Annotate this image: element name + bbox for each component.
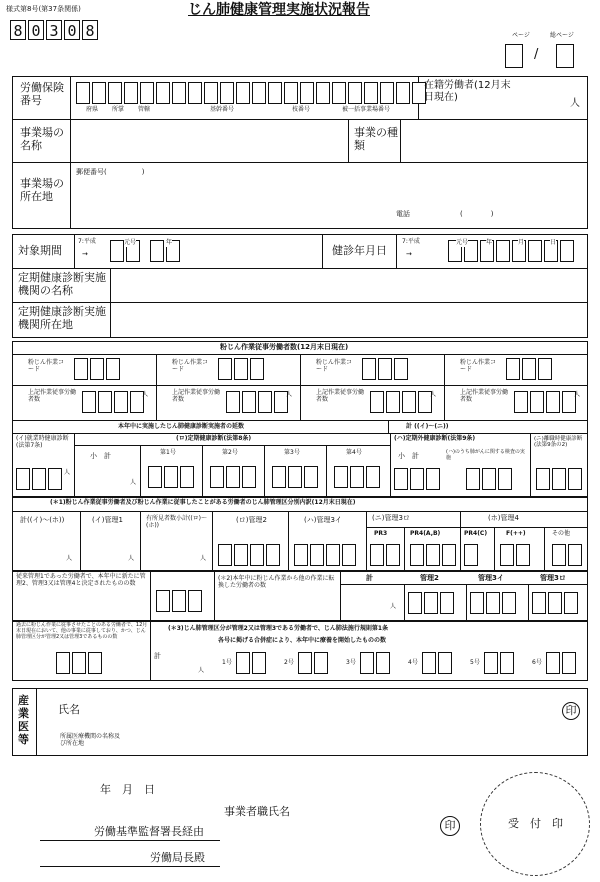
workers-label: 在籍労働者(12月末日現在)	[424, 80, 511, 103]
dust-count-label-3: 上記作業従事労働者数	[316, 389, 365, 403]
employer-seal: 印	[440, 816, 460, 836]
phone-label: 電話	[396, 210, 410, 218]
complications-total-label: 計	[154, 652, 161, 660]
converted-k3i-label: 管理3イ	[478, 574, 504, 582]
total-pages-label: 総ページ	[550, 32, 574, 39]
checkup-no2-label: 第2号	[222, 449, 238, 456]
institution-address-field[interactable]	[114, 305, 584, 335]
converted-k2-label: 管理2	[420, 574, 439, 582]
dust-count-unit-2: 人	[286, 391, 293, 398]
class-pr4c-field[interactable]	[464, 544, 478, 566]
checkup-arrow: →	[406, 250, 412, 258]
page-slash: /	[534, 47, 539, 62]
checkup-ni-label: (ニ)離職時健康診断(法第9条の2)	[534, 436, 583, 449]
class-kanri3i-field[interactable]	[294, 544, 356, 566]
checkup-no3-label: 第3号	[284, 449, 300, 456]
checkup-no2-field[interactable]	[210, 466, 256, 488]
dust-code-field-3[interactable]	[362, 358, 408, 380]
insurance-sub-jurisdiction: 所掌	[112, 106, 125, 113]
dust-count-field-2[interactable]	[226, 391, 288, 413]
checkup-ro-label: (ロ)定期健康診断(法第8条)	[176, 435, 252, 442]
checkup-ha-subtotal: 小 計	[398, 452, 419, 460]
form-number: 様式第8号(第37条関係)	[6, 5, 81, 13]
class-total-unit: 人	[66, 555, 73, 562]
past-workers-field[interactable]	[56, 652, 102, 674]
page-field[interactable]	[505, 44, 523, 68]
class-pr4ab-field[interactable]	[410, 544, 456, 566]
dust-code-label-1: 粉じん作業コード	[28, 359, 65, 373]
checkup-no1-field[interactable]	[148, 466, 194, 488]
complication-5-field[interactable]	[484, 652, 514, 674]
new-classification-field[interactable]	[156, 590, 202, 612]
class-other-field[interactable]	[552, 544, 582, 566]
doctor-institution-label: 所属医療機関の名称及び所在地	[60, 733, 121, 747]
class-fpp-field[interactable]	[500, 544, 530, 566]
doctor-institution-field[interactable]	[124, 730, 580, 752]
checkup-no4-label: 第4号	[346, 449, 362, 456]
checkup-total-label: 計 ((イ)～(ニ))	[406, 423, 449, 430]
dust-code-field-1[interactable]	[74, 358, 120, 380]
complication-6-field[interactable]	[546, 652, 576, 674]
dust-count-unit-3: 人	[430, 391, 437, 398]
institution-name-field[interactable]	[114, 271, 584, 299]
form-title: じん肺健康管理実施状況報告	[188, 2, 370, 18]
dust-count-label-4: 上記作業従事労働者数	[460, 389, 509, 403]
period-arrow: →	[82, 250, 88, 258]
checkup-i-label: (イ)就業時健康診断(法第7条)	[16, 435, 69, 449]
checkup-count-title: 本年中に実施したじん肺健康診断実施者の延数	[118, 423, 245, 430]
converted-k2-field[interactable]	[408, 592, 454, 614]
checkup-ha-cancer-field[interactable]	[466, 468, 512, 490]
dust-count-field-1[interactable]	[82, 391, 144, 413]
doctor-seal: 印	[562, 702, 580, 720]
report-date[interactable]: 年 月 日	[100, 783, 155, 796]
workplace-type-field[interactable]	[404, 122, 584, 160]
period-era: 7:平成	[78, 238, 96, 245]
doctor-name-field[interactable]	[110, 698, 550, 718]
insurance-sub-office: 管轄	[138, 106, 151, 113]
checkup-date-label: 健診年月日	[332, 244, 387, 257]
complication-4-field[interactable]	[422, 652, 452, 674]
class-total-label: 計((イ)～(ホ))	[20, 516, 65, 524]
complications-title-1: (＊3)じん肺管理区分が管理2又は管理3である労働者で、じん肺法施行規則第1条	[168, 625, 389, 632]
class-kanri2-field[interactable]	[218, 544, 280, 566]
converted-k3i-field[interactable]	[470, 592, 516, 614]
checkup-era: 7:平成	[402, 238, 420, 245]
dust-code-field-2[interactable]	[218, 358, 264, 380]
code-digit: 0	[28, 20, 44, 40]
postal-code-field[interactable]: 郵便番号( )	[76, 168, 145, 176]
era-label: 元号	[124, 239, 137, 246]
dust-workers-title: 粉じん作業従事労働者数(12月末日現在)	[220, 343, 349, 351]
complications-total-unit: 人	[198, 667, 205, 674]
class-fpp-label: F(++)	[506, 530, 526, 537]
code-digit: 8	[82, 20, 98, 40]
checkup-year-label: 年	[486, 239, 493, 246]
checkup-no1-label: 第1号	[160, 449, 176, 456]
insurance-number-label: 労働保険番号	[20, 81, 64, 107]
class-findings-unit: 人	[200, 555, 207, 562]
workers-unit: 人	[570, 98, 580, 109]
insurance-sub-base-number: 基幹番号	[210, 106, 235, 113]
class-pr3-label: PR3	[374, 530, 388, 537]
class-pr4c-label: PR4(C)	[464, 530, 488, 537]
class-other-label: その他	[552, 530, 571, 537]
complication-1-field[interactable]	[236, 652, 266, 674]
total-pages-field[interactable]	[556, 44, 574, 68]
insurance-number-field[interactable]	[76, 82, 426, 104]
checkup-ro-subtotal-unit: 人	[130, 479, 137, 486]
dust-code-field-4[interactable]	[506, 358, 552, 380]
workplace-type-label: 事業の種類	[354, 126, 398, 152]
converted-workers-label: (＊2)本年中に粉じん作業から他の作業に転換した労働者の数	[218, 575, 335, 589]
converted-total-label: 計	[366, 574, 373, 582]
complications-title-2: 各号に掲げる合併症により、本年中に療養を開始したものの数	[218, 637, 387, 644]
new-classification-label: 従来管理1であった労働者で、本年中に新たに管理2、管理3又は管理4と決定されたものの数	[16, 573, 146, 587]
class-kanri2-label: (ロ)管理2	[236, 516, 267, 524]
converted-total-unit: 人	[390, 603, 397, 610]
industrial-doctor-label: 産業医等	[18, 694, 29, 746]
phone-field[interactable]: ( )	[460, 210, 494, 218]
page-label: ページ	[512, 32, 530, 39]
dust-count-unit-1: 人	[142, 391, 149, 398]
insurance-sub-branch: 枝番号	[292, 106, 311, 113]
period-value-field[interactable]	[150, 240, 180, 262]
workplace-name-field[interactable]	[74, 122, 344, 160]
checkup-no3-field[interactable]	[272, 466, 318, 488]
class-kanri1-unit: 人	[128, 555, 135, 562]
code-digit: 0	[64, 20, 80, 40]
converted-k3ro-label: 管理3ロ	[540, 574, 566, 582]
insurance-sub-bulk: 被一括事業場番号	[342, 106, 391, 113]
dust-count-field-3[interactable]	[370, 391, 432, 413]
past-workers-label: 過去に粉じん作業に従事させたことのある労働者で、12月末日現在において、他の事業に従事しており、かつ、じん肺管理区分が管理2又は管理3であるものの数	[16, 622, 148, 640]
class-findings-label: 有所見者数小計((ロ)～(ホ))	[146, 515, 208, 529]
checkup-ni-field[interactable]	[536, 468, 582, 490]
complication-3-label: 3号	[346, 659, 356, 666]
institution-name-label: 定期健康診断実施機関の名称	[18, 271, 106, 297]
checkup-ro-subtotal: 小 計	[90, 452, 111, 460]
checkup-day-label: 日	[550, 239, 557, 246]
checkup-era-label: 元号	[456, 239, 469, 246]
complication-6-label: 6号	[532, 659, 542, 666]
complication-2-field[interactable]	[298, 652, 328, 674]
checkup-ha-field[interactable]	[394, 468, 440, 490]
class-pr3-field[interactable]	[370, 544, 400, 566]
checkup-ha-cancer-label: (ハ)のうち肺がんに関する検査の実施	[446, 449, 525, 461]
workplace-name-label: 事業場の名称	[20, 126, 64, 152]
classification-title: (＊1)粉じん作業従事労働者及び粉じん作業に従事したことがある労働者のじん肺管理区分別内訳(12月末日現在)	[50, 499, 356, 506]
dust-count-label-1: 上記作業従事労働者数	[28, 389, 77, 403]
employer-name-label: 事業者職氏名	[224, 805, 290, 818]
bureau-chief-label: 労働局長殿	[150, 851, 205, 864]
complication-1-label: 1号	[222, 659, 232, 666]
checkup-ha-label: (ハ)定期外健康診断(法第9条)	[394, 435, 476, 442]
class-kanri3i-label: (ハ)管理3イ	[304, 516, 342, 524]
dust-count-unit-4: 人	[574, 391, 581, 398]
dust-count-label-2: 上記作業従事労働者数	[172, 389, 221, 403]
class-kanri3ro-label: (ニ)管理3ロ	[372, 514, 410, 522]
code-digit: 8	[10, 20, 26, 40]
checkup-no4-field[interactable]	[334, 466, 380, 488]
target-period-label: 対象期間	[18, 244, 62, 257]
complication-4-label: 4号	[408, 659, 418, 666]
institution-address-label: 定期健康診断実施機関所在地	[18, 305, 106, 331]
class-kanri4-label: (ホ)管理4	[488, 514, 519, 522]
converted-k3ro-field[interactable]	[532, 592, 578, 614]
doctor-name-label: 氏名	[58, 703, 80, 716]
checkup-month-label: 月	[518, 239, 525, 246]
year-label: 年	[166, 239, 173, 246]
dust-count-field-4[interactable]	[514, 391, 576, 413]
checkup-i-field[interactable]	[16, 468, 62, 490]
complication-5-label: 5号	[470, 659, 480, 666]
via-office-label: 労働基準監督署長経由	[94, 825, 204, 838]
code-digit: 3	[46, 20, 62, 40]
dust-code-label-2: 粉じん作業コード	[172, 359, 209, 373]
checkup-i-unit: 人	[64, 469, 71, 476]
dust-code-label-4: 粉じん作業コード	[460, 359, 497, 373]
workplace-address-label: 事業場の所在地	[20, 177, 64, 203]
class-pr4ab-label: PR4(A,B)	[410, 530, 441, 537]
complication-3-field[interactable]	[360, 652, 390, 674]
class-kanri1-label: (イ)管理1	[92, 516, 123, 524]
insurance-sub-prefecture: 府県	[86, 106, 99, 113]
complication-2-label: 2号	[284, 659, 294, 666]
receipt-stamp-label: 受 付 印	[508, 817, 563, 830]
dust-code-label-3: 粉じん作業コード	[316, 359, 353, 373]
